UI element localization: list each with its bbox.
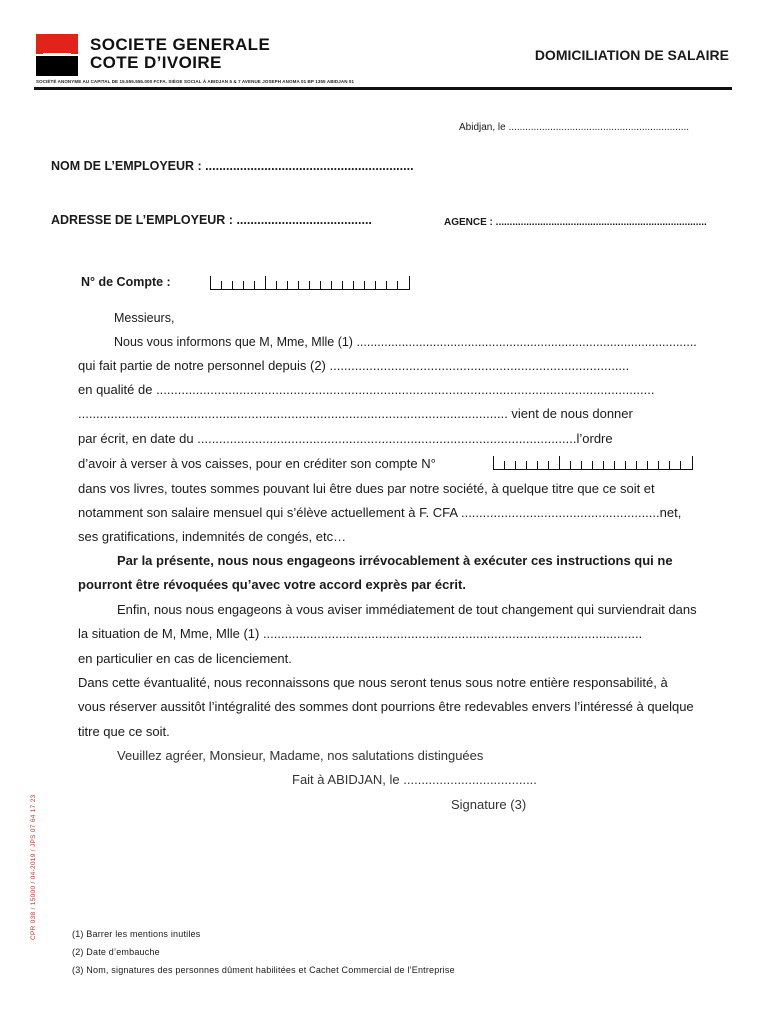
body-line-14: vous réserver aussitôt l’intégralité des sommes dont pourrions être redevables envers l’intéressé à quelque (78, 699, 694, 714)
employer-name-field: NOM DE L’EMPLOYEUR : ............................................................ (51, 159, 414, 173)
body-line-15: titre que ce soit. (78, 724, 170, 739)
logo-white-bar (43, 53, 71, 56)
closing-formula: Veuillez agréer, Monsieur, Madame, nos salutations distinguées (117, 748, 484, 763)
footnote-3: (3) Nom, signatures des personnes dûment habilitées et Cachet Commercial de l’Entreprise (72, 965, 455, 975)
legal-mention: SOCIÉTÉ ANONYME AU CAPITAL DE 15.555.555.000 FCFA. SIÈGE SOCIAL À ABIDJAN 5 & 7 AVENUE JOSEPH ANOMA 01 BP 1355 ABIDJAN 01 (36, 79, 355, 84)
body-line-5: par écrit, en date du .........................................................................................................l’ordre (78, 431, 613, 446)
body-line-7: dans vos livres, toutes sommes pouvant lui être dues par notre société, à quelque titre que ce soit et (78, 481, 655, 496)
commitment-bold-line-1: Par la présente, nous nous engageons irrévocablement à exécuter ces instructions qui ne (117, 553, 673, 568)
brand-name-line2: COTE D’IVOIRE (90, 53, 222, 72)
made-at-line: Fait à ABIDJAN, le ..................................... (292, 772, 537, 787)
body-line-1: Nous vous informons que M, Mme, Mlle (1) .................................................................................................. (114, 335, 697, 349)
body-line-3: en qualité de .......................................................................................................................................... (78, 382, 655, 397)
brand-name-line1: SOCIETE GENERALE (90, 35, 271, 54)
form-reference-code: CPR 038 / 15000 / 04-2019 / JPS 07 64 17 23 (30, 794, 37, 940)
footnote-1: (1) Barrer les mentions inutiles (72, 929, 201, 939)
account-number-boxes (210, 276, 410, 290)
body-line-9: ses gratifications, indemnités de congés, etc… (78, 529, 347, 544)
place-date-line: Abidjan, le ................................................................. (459, 122, 690, 133)
employer-address-field: ADRESSE DE L’EMPLOYEUR : ....................................... (51, 213, 372, 227)
logo-black-block (36, 56, 78, 76)
logo-red-block (36, 34, 78, 54)
salutation: Messieurs, (114, 311, 175, 325)
account-number-label: N° de Compte : (81, 275, 171, 289)
document-title: DOMICILIATION DE SALAIRE (534, 47, 729, 63)
body-line-8: notamment son salaire mensuel qui s’élève actuellement à F. CFA .......................................................net, (78, 505, 682, 520)
agency-field: AGENCE : ............................................................................ (444, 217, 707, 228)
body-line-2: qui fait partie de notre personnel depuis (2) ................................................................................... (78, 358, 630, 373)
signature-label: Signature (3) (451, 797, 527, 812)
footnote-2: (2) Date d’embauche (72, 947, 160, 957)
body-line-13: Dans cette évantualité, nous reconnaissons que nous seront tenus sous notre entière responsabilité, à (78, 675, 668, 690)
body-line-11: la situation de M, Mme, Mlle (1) ......................................................................................................... (78, 626, 643, 641)
body-line-6: d’avoir à verser à vos caisses, pour en créditer son compte N° (78, 456, 436, 471)
body-line-12: en particulier en cas de licenciement. (78, 651, 292, 666)
commitment-bold-line-2: pourront être révoquées qu’avec votre accord exprès par écrit. (78, 577, 466, 592)
account-number-boxes-inline (493, 456, 693, 470)
societe-generale-logo (36, 34, 78, 76)
body-line-10: Enfin, nous nous engageons à vous aviser immédiatement de tout changement qui surviendrait dans (117, 602, 697, 617)
body-line-4: ....................................................................................................................... vient de nous donner (78, 406, 633, 421)
header-rule (34, 87, 732, 90)
